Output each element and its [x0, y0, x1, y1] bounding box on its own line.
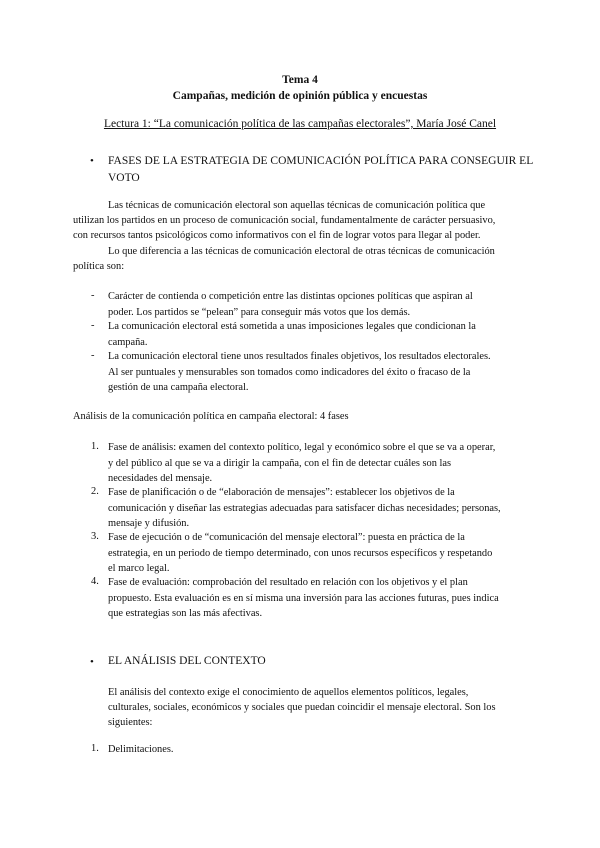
phase-number: 4. [91, 576, 99, 587]
final-item-text: Delimitaciones. [108, 744, 174, 755]
dash-mark: - [91, 350, 95, 361]
phase-line: necesidades del mensaje. [108, 473, 213, 485]
dash-item-line: La comunicación electoral tiene unos resultados finales objetivos, los resultados electorales. [108, 351, 491, 362]
dash-item [108, 289, 473, 320]
phase-item [108, 485, 501, 532]
analisis-intro: Análisis de la comunicación política en campaña electoral: 4 fases [73, 411, 349, 422]
phase-line: Fase de evaluación: comprobación del resultado en relación con los objetivos y el plan [108, 577, 468, 588]
phase-number: 1. [91, 441, 99, 452]
phase-line: mensaje y difusión. [108, 518, 190, 530]
phase-line: que estrategias son las más afectivas. [108, 608, 263, 620]
dash-mark: - [91, 290, 95, 301]
section2-heading: EL ANÁLISIS DEL CONTEXTO [108, 655, 266, 667]
section2-bullet: • [90, 656, 94, 668]
dash-item-line: campaña. [108, 336, 148, 348]
final-item-number: 1. [91, 743, 99, 754]
phase-line: estrategia, en un periodo de tiempo determinado, con unos recursos específicos y respetando [108, 547, 493, 559]
dash-item-line: La comunicación electoral está sometida a unas imposiciones legales que condicionan la [108, 321, 476, 332]
phase-line: comunicación y diseñar las estrategias adecuadas para satisfacer dichas necesidades; personas, [108, 502, 501, 514]
para3-line1: El análisis del contexto exige el conocimiento de aquellos elementos políticos, legales, [108, 687, 469, 698]
dash-mark: - [91, 320, 95, 331]
para2-line1: Lo que diferencia a las técnicas de comunicación electoral de otras técnicas de comunicación [108, 246, 495, 257]
dash-item-line: gestión de una campaña electoral. [108, 382, 249, 394]
dash-item-line: Al ser puntuales y mensurables son tomados como indicadores del éxito o fracaso de la [108, 366, 471, 378]
phase-number: 2. [91, 486, 99, 497]
para1-line2: utilizan los partidos en un proceso de comunicación social, fundamentalmente de carácter persuasivo, [73, 215, 496, 226]
phase-line: Fase de ejecución o de “comunicación del mensaje electoral”: puesta en práctica de la [108, 532, 465, 543]
phase-item [108, 530, 492, 577]
title-line-1: Tema 4 [282, 74, 318, 86]
phase-number: 3. [91, 531, 99, 542]
para1-line1: Las técnicas de comunicación electoral son aquellas técnicas de comunicación política que [108, 200, 486, 211]
dash-item-line: poder. Los partidos se “pelean” para conseguir más votos que los demás. [108, 306, 411, 318]
section1-heading [108, 153, 533, 187]
para2-line2: política son: [73, 261, 125, 272]
document-title [0, 72, 600, 104]
para1-line3: con recursos tantos psicológicos como informativos con el fin de lograr votos para llegar al poder. [73, 230, 481, 241]
section1-heading-line2: VOTO [108, 172, 140, 184]
phase-item [108, 575, 499, 622]
section1-bullet: • [90, 155, 94, 167]
phase-line: Fase de planificación o de “elaboración de mensajes”: establecer los objetivos de la [108, 487, 455, 498]
phase-item [108, 440, 495, 487]
dash-item [108, 319, 476, 350]
dash-item-line: Carácter de contienda o competición entre las distintas opciones políticas que aspiran al [108, 291, 473, 302]
phase-line: propuesto. Esta evaluación es en sí misma una inversión para las acciones futuras, pues indica [108, 592, 499, 604]
phase-line: el marco legal. [108, 563, 170, 575]
lectura-heading: Lectura 1: “La comunicación política de las campañas electorales”, María José Canel [103, 118, 497, 130]
para3-line3: siguientes: [108, 717, 153, 728]
title-line-2: Campañas, medición de opinión pública y encuestas [172, 90, 428, 102]
section1-heading-line1: FASES DE LA ESTRATEGIA DE COMUNICACIÓN POLÍTICA PARA CONSEGUIR EL [108, 155, 534, 167]
phase-line: Fase de análisis: examen del contexto político, legal y económico sobre el que se va a operar, [108, 442, 496, 453]
phase-line: y del público al que se va a dirigir la campaña, con el fin de detectar cuáles son las [108, 457, 452, 469]
para3-line2: culturales, sociales, económicos y sociales que puedan coincidir el mensaje electoral. Son los [108, 702, 496, 713]
dash-item [108, 349, 491, 396]
